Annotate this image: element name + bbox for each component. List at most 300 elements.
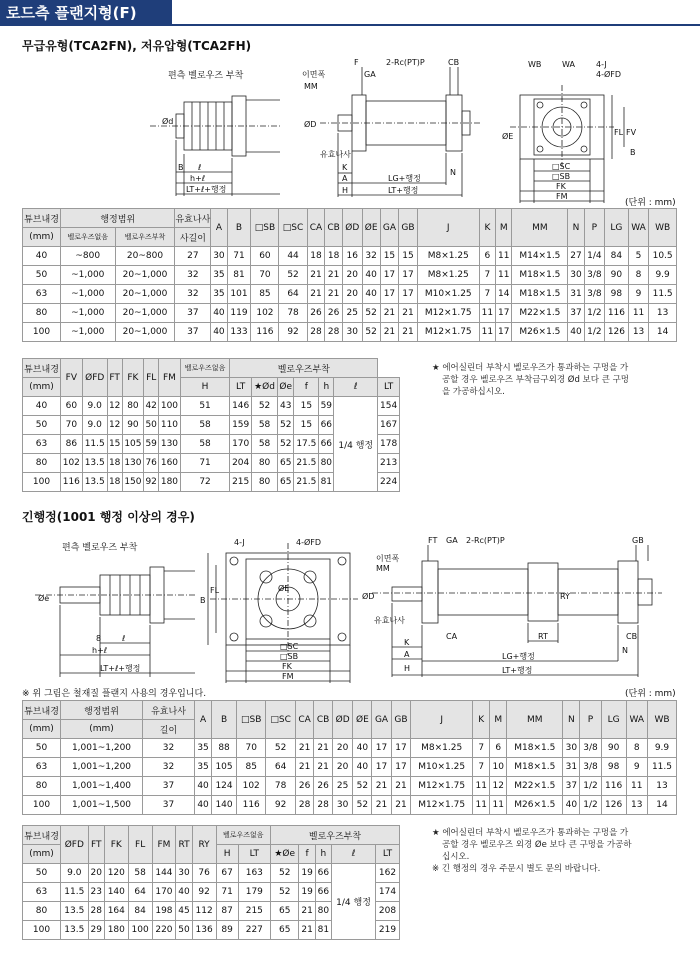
table-cell: 80 — [23, 777, 61, 796]
table-cell: 52 — [278, 416, 294, 435]
dim-label: LT+행정 — [502, 666, 533, 675]
table-cell: 20~1,000 — [115, 285, 175, 304]
table-cell: 133 — [227, 323, 251, 342]
table-cell: 7 — [479, 285, 495, 304]
table-header: CA — [295, 701, 313, 739]
table-cell: 40 — [353, 739, 372, 758]
table-header: WB — [647, 701, 676, 739]
table-cell: 17 — [380, 266, 399, 285]
dim-label: CA — [446, 632, 458, 641]
table-cell: 15 — [399, 247, 418, 266]
table-cell: 18 — [325, 247, 343, 266]
dim-label: WB — [528, 60, 542, 69]
table-cell: 21 — [380, 304, 399, 323]
table-header: (mm) — [23, 845, 61, 864]
table-header: MM — [507, 701, 563, 739]
dim-label: FV — [626, 128, 637, 137]
table-header: □SC — [266, 701, 296, 739]
note-1: ★ 에어실린더 부착시 벨로우즈가 통과하는 구멍을 가 공할 경우 벨로우즈 부착금구외경 Ød 보다 큰 구멍 을 가공하십시오. — [432, 363, 630, 397]
dim-label: 2-Rc(PT)P — [386, 58, 425, 67]
table-header: B — [227, 209, 251, 247]
table-cell: 9.0 — [82, 416, 107, 435]
table-header: WA — [628, 209, 648, 247]
table-header: ØFD — [61, 826, 89, 864]
table-cell: 80 — [252, 473, 278, 492]
dim-label: ØE — [278, 584, 290, 593]
table-cell: 105 — [122, 435, 144, 454]
table-cell: 40 — [568, 323, 584, 342]
table-cell: 18 — [107, 454, 122, 473]
table-cell: 13 — [649, 304, 677, 323]
spec-table-4 — [22, 825, 400, 940]
table-cell: 84 — [128, 902, 152, 921]
dim-label: WA — [562, 60, 575, 69]
table-cell: 204 — [230, 454, 252, 473]
table-cell: 15 — [294, 416, 319, 435]
table-cell: 18 — [307, 247, 325, 266]
table-cell: 58 — [180, 416, 230, 435]
table-cell: 21 — [299, 921, 315, 940]
table-cell: 116 — [604, 304, 628, 323]
table-cell: 37 — [563, 777, 580, 796]
table-row — [23, 323, 677, 342]
table-cell: M18×1.5 — [512, 266, 568, 285]
table-cell: M14×1.5 — [512, 247, 568, 266]
table-cell: 102 — [251, 304, 279, 323]
table-cell: 10 — [490, 758, 507, 777]
table-cell: 3/8 — [580, 739, 601, 758]
table-header: 벨로우즈없음 — [216, 826, 270, 845]
table-cell: M8×1.25 — [411, 739, 473, 758]
table-cell: M22×1.5 — [512, 304, 568, 323]
table-header: (mm) — [23, 378, 61, 397]
table-cell: 78 — [266, 777, 296, 796]
table-cell: 3/8 — [584, 285, 604, 304]
table-cell: 17 — [380, 285, 399, 304]
table-cell: ~800 — [61, 247, 116, 266]
table-cell: 40 — [362, 285, 380, 304]
table-cell: 9.0 — [61, 864, 89, 883]
table-header: K — [479, 209, 495, 247]
table-header: 벨로우즈없음 — [180, 359, 230, 378]
table-cell: 40 — [23, 247, 61, 266]
table-cell: 29 — [88, 921, 104, 940]
table-header: □SC — [279, 209, 307, 247]
table-header: □SB — [251, 209, 279, 247]
table-cell: 23 — [88, 883, 104, 902]
table-cell: 35 — [211, 266, 227, 285]
table-row — [23, 739, 677, 758]
table-cell: M12×1.75 — [417, 323, 479, 342]
table-cell: ~1,000 — [61, 285, 116, 304]
table-header: ØD — [332, 701, 353, 739]
table-row — [23, 397, 400, 416]
table-header: ★Ød — [252, 378, 278, 397]
table-cell: 11.5 — [647, 758, 676, 777]
table-cell: 1/2 — [584, 304, 604, 323]
spec-table-1 — [22, 208, 677, 342]
table-cell: 30 — [211, 247, 227, 266]
table-row — [23, 777, 677, 796]
table-cell: 43 — [278, 397, 294, 416]
table-cell: 178 — [378, 435, 400, 454]
table-cell: 21 — [399, 304, 418, 323]
table-cell: 9.9 — [649, 266, 677, 285]
table-cell: 215 — [238, 902, 270, 921]
table-cell: 163 — [238, 864, 270, 883]
table-cell: 20 — [88, 864, 104, 883]
table-cell: 78 — [279, 304, 307, 323]
table-cell: 179 — [238, 883, 270, 902]
table-header: FT — [107, 359, 122, 397]
section2-fig-caption: 편측 벨로우즈 부착 — [62, 543, 138, 553]
dim-label: N — [622, 646, 628, 655]
table-cell: 52 — [270, 883, 298, 902]
table-header: FV — [61, 359, 83, 397]
table-cell: 21 — [325, 266, 343, 285]
dim-label: GB — [632, 536, 644, 545]
dim-label: 4-J — [596, 60, 607, 69]
table-cell: 88 — [212, 739, 237, 758]
table-cell: 30 — [332, 796, 353, 815]
table-cell: 13.5 — [61, 921, 89, 940]
merged-cell: 1/4 행정 — [332, 864, 376, 940]
table-cell: 17 — [496, 304, 512, 323]
table-cell: M26×1.5 — [512, 323, 568, 342]
table-cell: 11.5 — [61, 883, 89, 902]
table-cell: 14 — [496, 285, 512, 304]
dim-label: FM — [282, 672, 294, 681]
table-cell: 140 — [212, 796, 237, 815]
table-cell: 19 — [299, 864, 315, 883]
figure-long-side — [362, 535, 672, 680]
table-cell: 11.5 — [82, 435, 107, 454]
table-cell: 51 — [180, 397, 230, 416]
table-cell: 1/2 — [580, 777, 601, 796]
table-cell: 37 — [568, 304, 584, 323]
table-cell: 86 — [61, 435, 83, 454]
page-header — [0, 0, 700, 30]
table-header: B — [212, 701, 237, 739]
table-cell: 28 — [314, 796, 332, 815]
table-cell: 21 — [295, 758, 313, 777]
table-cell: 30 — [176, 864, 192, 883]
table-cell: 180 — [104, 921, 128, 940]
dim-label: GA — [364, 70, 376, 79]
table-cell: 65 — [278, 473, 294, 492]
dim-label: B — [200, 596, 206, 605]
table-cell: ~1,000 — [61, 266, 116, 285]
table-cell: 15 — [294, 397, 319, 416]
table-cell: 50 — [23, 416, 61, 435]
dim-label: LG+행정 — [388, 174, 421, 183]
table-cell: 92 — [266, 796, 296, 815]
table-cell: 26 — [325, 304, 343, 323]
table-header: 길이 — [143, 720, 195, 739]
table-cell: 52 — [353, 796, 372, 815]
dim-label: 유효나사 — [320, 150, 351, 159]
table-cell: 13.5 — [82, 473, 107, 492]
table-cell: 100 — [23, 323, 61, 342]
table-header: CB — [314, 701, 332, 739]
table-header: GB — [391, 701, 410, 739]
table-header: GB — [399, 209, 418, 247]
table-header: f — [294, 378, 319, 397]
table-cell: 30 — [568, 266, 584, 285]
table-cell: 17 — [391, 739, 410, 758]
table-header: 벨로우즈없음 — [61, 228, 116, 247]
table-cell: 164 — [104, 902, 128, 921]
table-cell: 90 — [122, 416, 144, 435]
table-cell: 32 — [143, 739, 195, 758]
dim-label: A — [342, 174, 348, 183]
table-header: N — [563, 701, 580, 739]
table-cell: 58 — [252, 435, 278, 454]
table-header: CB — [325, 209, 343, 247]
table-row — [23, 266, 677, 285]
table-cell: 10.5 — [649, 247, 677, 266]
table-header: FM — [152, 826, 176, 864]
table-cell: 28 — [307, 323, 325, 342]
table-cell: 50 — [144, 416, 159, 435]
table-cell: 102 — [61, 454, 83, 473]
table-header: 유효나사 — [143, 701, 195, 720]
table-cell: M18×1.5 — [507, 739, 563, 758]
table-cell: 140 — [104, 883, 128, 902]
table-cell: 40 — [176, 883, 192, 902]
figure-long-flange — [200, 535, 360, 685]
table-cell: 52 — [252, 397, 278, 416]
table-cell: 146 — [230, 397, 252, 416]
table-cell: 28 — [88, 902, 104, 921]
table-row — [23, 304, 677, 323]
table-cell: 21 — [380, 323, 399, 342]
table-header: 튜브내경 — [23, 359, 61, 378]
table-header: MM — [512, 209, 568, 247]
table-cell: 1,001~1,200 — [61, 739, 143, 758]
table-cell: 8 — [626, 739, 647, 758]
table-cell: 213 — [378, 454, 400, 473]
table-cell: 81 — [319, 473, 334, 492]
dim-label: ØD — [362, 592, 375, 601]
table-cell: 130 — [159, 435, 181, 454]
table-cell: 13.5 — [82, 454, 107, 473]
table-cell: 81 — [315, 921, 331, 940]
table-cell: 31 — [568, 285, 584, 304]
figure-long-bellows — [30, 555, 200, 680]
table-cell: 110 — [159, 416, 181, 435]
table-cell: 8 — [628, 266, 648, 285]
table-cell: 11 — [473, 777, 490, 796]
table-header: 튜브내경 — [23, 209, 61, 228]
table-cell: 16 — [342, 247, 362, 266]
table-header: 벨로우즈부착 — [270, 826, 399, 845]
table-cell: ~1,000 — [61, 304, 116, 323]
table-cell: 227 — [238, 921, 270, 940]
table-cell: M12×1.75 — [411, 796, 473, 815]
merged-cell: 1/4 행정 — [334, 397, 378, 492]
table-cell: 32 — [143, 758, 195, 777]
table-cell: 42 — [144, 397, 159, 416]
table-cell: 7 — [473, 739, 490, 758]
dim-label: LT+ℓ+행정 — [100, 664, 141, 673]
table-cell: 92 — [279, 323, 307, 342]
table-header: (mm) — [61, 720, 143, 739]
dim-label: CB — [448, 58, 460, 67]
dim-label: H — [342, 186, 349, 195]
table-cell: 21 — [314, 739, 332, 758]
table-cell: 154 — [378, 397, 400, 416]
page-title: 로드측 플랜지형(F) — [0, 0, 172, 26]
note-2: ★ 에어실린더 부착시 벨로우즈가 통과하는 구멍을 가 공할 경우 벨로우즈 외경 Øe 보다 큰 구멍을 가공하 십시오. ※ 긴 행정의 경우 주문시 별도 문의 바랍니다. — [432, 828, 632, 874]
table-cell: 71 — [216, 883, 238, 902]
dim-label: □SB — [552, 172, 571, 181]
table-cell: 21 — [295, 739, 313, 758]
dim-label: 이면폭 — [302, 70, 326, 79]
table-cell: M12×1.75 — [417, 304, 479, 323]
table-cell: 167 — [378, 416, 400, 435]
table-cell: 11 — [626, 777, 647, 796]
table-cell: 98 — [601, 758, 626, 777]
table-header: ØE — [353, 701, 372, 739]
dim-label: FK — [282, 662, 292, 671]
table-cell: 80 — [319, 454, 334, 473]
table-cell: 159 — [230, 416, 252, 435]
table-cell: 12 — [107, 397, 122, 416]
table-row — [23, 864, 400, 883]
dim-label: K — [404, 638, 410, 647]
dim-label: h+ℓ — [190, 174, 206, 183]
table-header: FM — [159, 359, 181, 397]
dim-label: A — [404, 650, 410, 659]
table-header: □SB — [237, 701, 266, 739]
table-cell: 21.5 — [294, 473, 319, 492]
dim-label: Ød — [162, 117, 174, 126]
table-cell: 13 — [628, 323, 648, 342]
table-cell: 89 — [216, 921, 238, 940]
table-cell: M12×1.75 — [411, 777, 473, 796]
table-cell: 50 — [23, 266, 61, 285]
section2-fig-note: ※ 위 그림은 철재질 플랜지 사용의 경우입니다. — [22, 689, 207, 699]
dim-label: □SC — [552, 162, 571, 171]
table-cell: 25 — [332, 777, 353, 796]
table-cell: 100 — [23, 796, 61, 815]
table-cell: 18 — [107, 473, 122, 492]
table-cell: 126 — [604, 323, 628, 342]
table-header: FK — [104, 826, 128, 864]
table-cell: 30 — [563, 739, 580, 758]
table-header: M — [496, 209, 512, 247]
table-cell: 40 — [211, 323, 227, 342]
table-cell: 52 — [353, 777, 372, 796]
table-cell: 37 — [175, 304, 211, 323]
table-cell: 98 — [604, 285, 628, 304]
table-header: J — [417, 209, 479, 247]
table-cell: ~1,000 — [61, 323, 116, 342]
table-cell: 17 — [372, 758, 391, 777]
dim-label: F — [354, 58, 359, 67]
table-cell: 9 — [628, 285, 648, 304]
table-cell: 112 — [192, 902, 216, 921]
table-cell: 15 — [380, 247, 399, 266]
table-cell: 90 — [604, 266, 628, 285]
table-cell: 21 — [307, 285, 325, 304]
table-cell: 63 — [23, 285, 61, 304]
table-header: ℓ — [334, 378, 378, 397]
table-header: ★Øe — [270, 845, 298, 864]
dim-label: 8 — [96, 634, 102, 643]
table-cell: 6 — [479, 247, 495, 266]
table-header: FL — [128, 826, 152, 864]
table-cell: 80 — [315, 902, 331, 921]
table-cell: 37 — [175, 323, 211, 342]
spec-table-3 — [22, 700, 677, 815]
dim-label: B — [630, 148, 636, 157]
table-header: LG — [601, 701, 626, 739]
table-cell: 50 — [23, 739, 61, 758]
dim-label: MM — [304, 82, 318, 91]
dim-label: 2-Rc(PT)P — [466, 536, 505, 545]
table-cell: 26 — [314, 777, 332, 796]
table-cell: 170 — [152, 883, 176, 902]
table-cell: 92 — [144, 473, 159, 492]
table-cell: 58 — [128, 864, 152, 883]
table-cell: 92 — [192, 883, 216, 902]
table-cell: 21.5 — [294, 454, 319, 473]
table-cell: 21 — [399, 323, 418, 342]
table-cell: 65 — [270, 921, 298, 940]
table-cell: 130 — [122, 454, 144, 473]
table-cell: 116 — [61, 473, 83, 492]
table-header: 사길이 — [175, 228, 211, 247]
table-cell: M18×1.5 — [507, 758, 563, 777]
table-header: WB — [649, 209, 677, 247]
table-row — [23, 758, 677, 777]
table-header: M — [490, 701, 507, 739]
table-cell: 1/2 — [584, 323, 604, 342]
table-cell: M8×1.25 — [417, 247, 479, 266]
table-cell: 52 — [266, 739, 296, 758]
dim-label: h+ℓ — [92, 646, 108, 655]
table-header: H — [216, 845, 238, 864]
table-cell: 20~1,000 — [115, 304, 175, 323]
dim-label: RT — [538, 632, 548, 641]
table-cell: 6 — [490, 739, 507, 758]
header-rule — [172, 24, 700, 26]
table-cell: 84 — [604, 247, 628, 266]
table-cell: 3/8 — [580, 758, 601, 777]
table-cell: 20~800 — [115, 247, 175, 266]
table-header: WA — [626, 701, 647, 739]
table-cell: 70 — [251, 266, 279, 285]
table-cell: 160 — [159, 454, 181, 473]
table-header: 벨로우즈부착 — [230, 359, 378, 378]
table-cell: 25 — [342, 304, 362, 323]
table-cell: 40 — [353, 758, 372, 777]
table-header: (mm) — [23, 720, 61, 739]
table-cell: 3/8 — [584, 266, 604, 285]
table-cell: 52 — [278, 435, 294, 454]
table-cell: 63 — [23, 435, 61, 454]
table-cell: 220 — [152, 921, 176, 940]
dim-label: ℓ — [122, 634, 126, 643]
dim-label: CB — [626, 632, 638, 641]
table-cell: 20 — [342, 285, 362, 304]
dim-label: FM — [556, 192, 568, 201]
table-cell: 76 — [192, 864, 216, 883]
table-cell: 116 — [237, 796, 266, 815]
dim-label: □SB — [280, 652, 299, 661]
